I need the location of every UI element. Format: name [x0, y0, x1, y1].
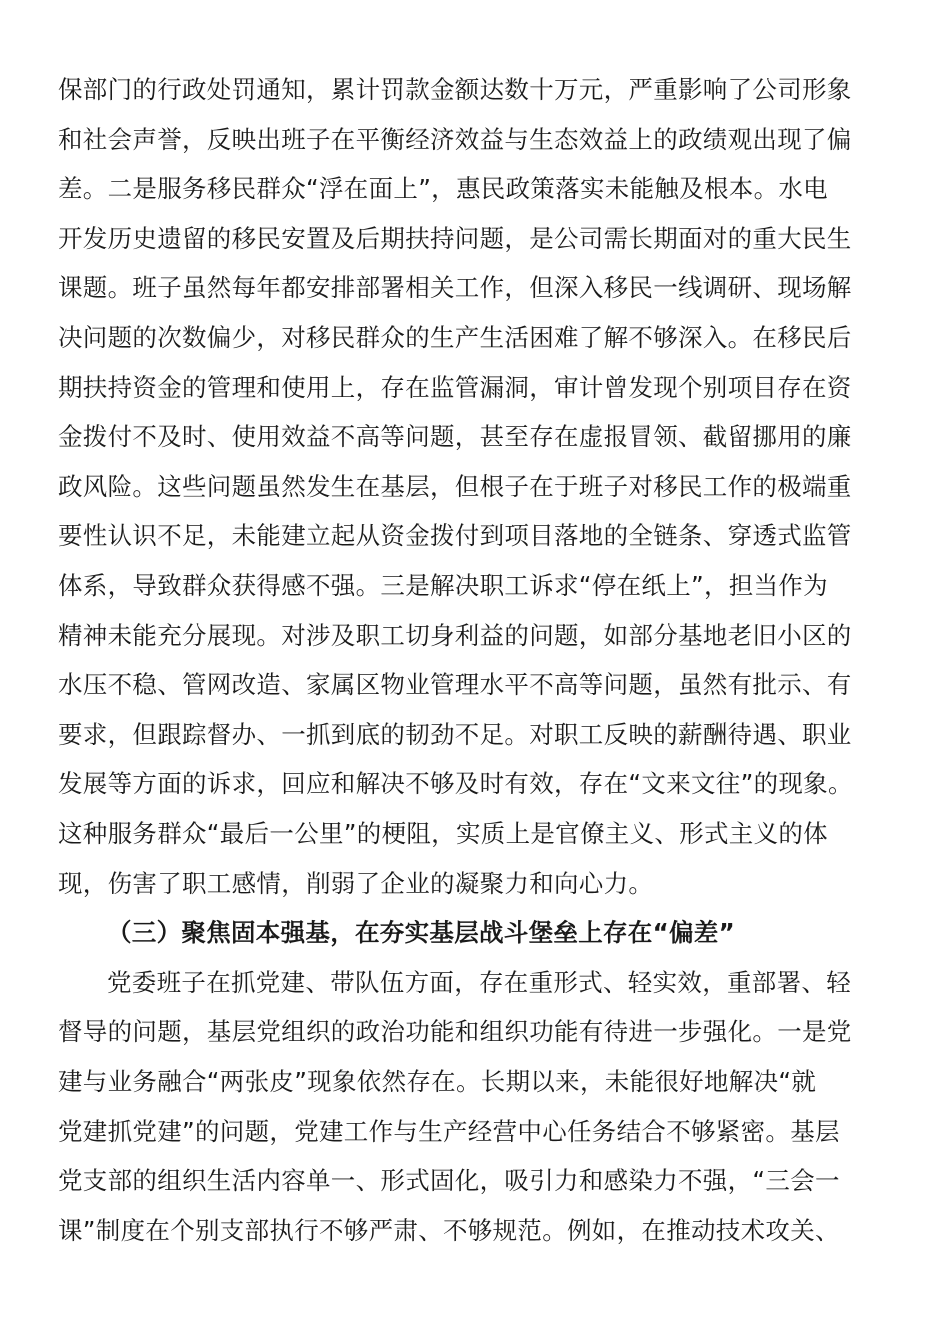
text-line: 课”制度在个别支部执行不够严肃、不够规范。例如，在推动技术攻关、	[58, 1215, 840, 1245]
text-line: 建与业务融合“两张皮”现象依然存在。长期以来，未能很好地解决“就	[58, 1067, 817, 1096]
text-line: 党委班子在抓党建、带队伍方面，存在重形式、轻实效，重部署、轻	[107, 967, 851, 997]
text-line: 精神未能充分展现。对涉及职工切身利益的问题，如部分基地老旧小区的	[58, 620, 852, 650]
text-line: 保部门的行政处罚通知，累计罚款金额达数十万元，严重影响了公司形象	[58, 75, 852, 104]
text-line: 开发历史遗留的移民安置及后期扶持问题，是公司需长期面对的重大民生	[58, 223, 852, 253]
text-line: 发展等方面的诉求，回应和解决不够及时有效，存在“文来文往”的现象。	[58, 769, 853, 799]
text-line: 党建抓党建”的问题，党建工作与生产经营中心任务结合不够紧密。基层	[58, 1116, 840, 1146]
text-line: 决问题的次数偏少，对移民群众的生产生活困难了解不够深入。在移民后	[58, 323, 852, 352]
text-line: 要求，但跟踪督办、一抓到底的韧劲不足。对职工反映的薪酬待遇、职业	[58, 719, 852, 749]
text-line: 督导的问题，基层党组织的政治功能和组织功能有待进一步强化。一是党	[58, 1017, 852, 1047]
text-line: 体系，导致群众获得感不强。三是解决职工诉求“停在纸上”，担当作为	[58, 571, 828, 600]
text-line: 政风险。这些问题虽然发生在基层，但根子在于班子对移民工作的极端重	[58, 471, 852, 501]
section-heading: （三）聚焦固本强基，在夯实基层战斗堡垒上存在“偏差”	[107, 918, 736, 948]
text-line: 要性认识不足，未能建立起从资金拨付到项目落地的全链条、穿透式监管	[58, 521, 852, 551]
text-line: 金拨付不及时、使用效益不高等问题，甚至存在虚报冒领、截留挪用的廉	[58, 422, 852, 452]
text-line: 现，伤害了职工感情，削弱了企业的凝聚力和向心力。	[58, 868, 654, 898]
text-line: 期扶持资金的管理和使用上，存在监管漏洞，审计曾发现个别项目存在资	[58, 372, 852, 402]
text-line: 这种服务群众“最后一公里”的梗阻，实质上是官僚主义、形式主义的体	[58, 819, 828, 848]
text-line: 课题。班子虽然每年都安排部署相关工作，但深入移民一线调研、现场解	[58, 273, 852, 303]
text-line: 党支部的组织生活内容单一、形式固化，吸引力和感染力不强，“三会一	[58, 1166, 840, 1196]
text-line: 和社会声誉，反映出班子在平衡经济效益与生态效益上的政绩观出现了偏	[58, 124, 852, 154]
text-line: 水压不稳、管网改造、家属区物业管理水平不高等问题，虽然有批示、有	[58, 670, 852, 700]
text-line: 差。二是服务移民群众“浮在面上”，惠民政策落实未能触及根本。水电	[58, 174, 828, 204]
